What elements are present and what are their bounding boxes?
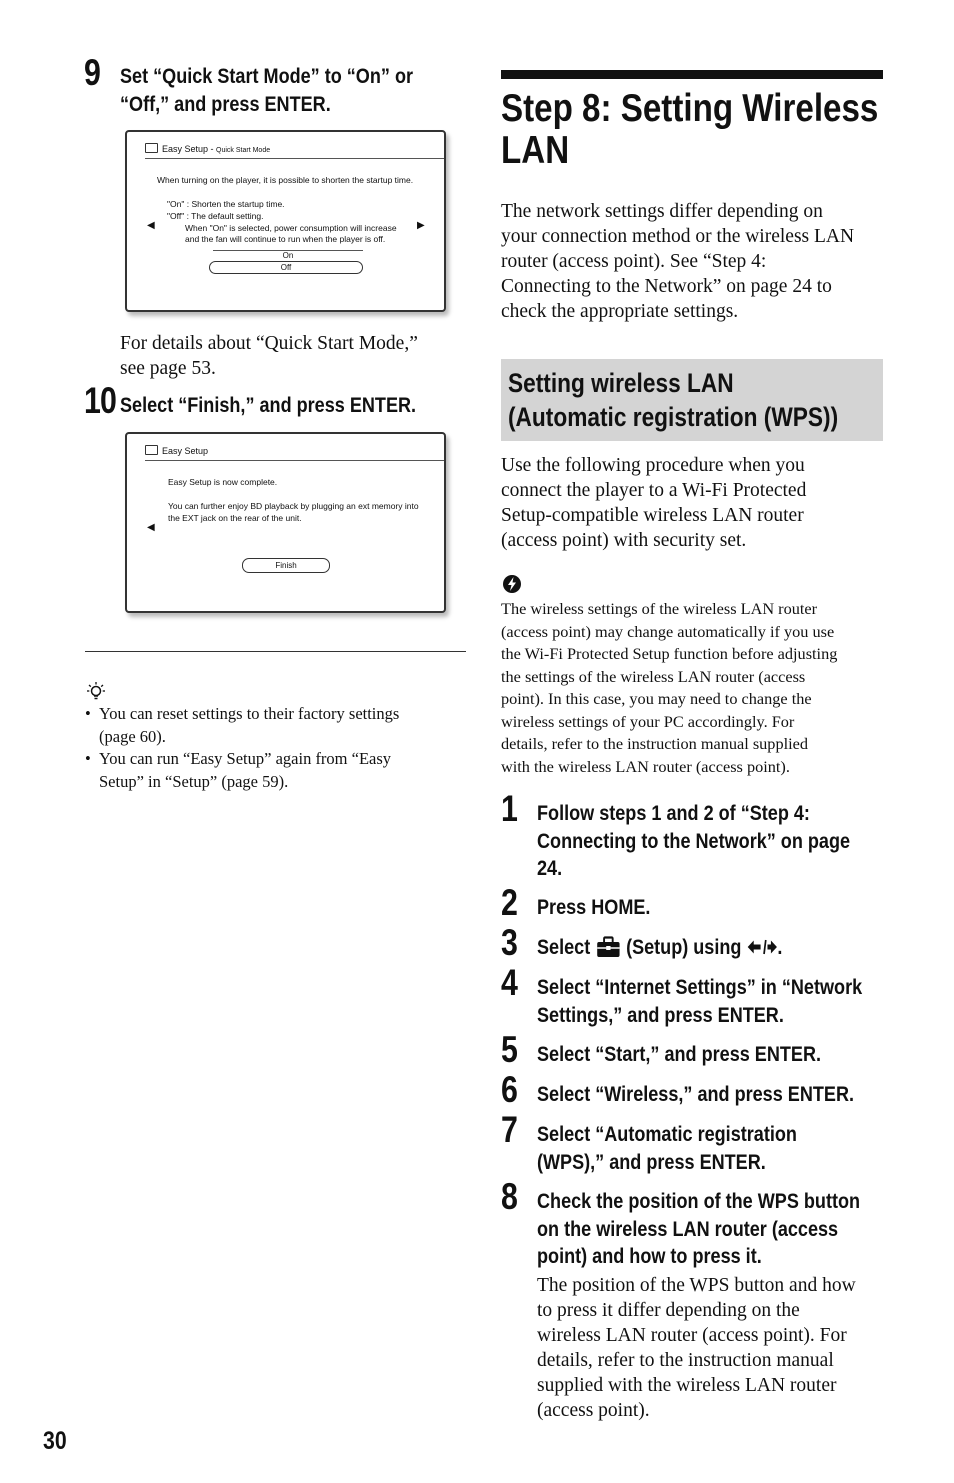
step-8-detail: The position of the WPS button and how to press it differ depending on the wireless LAN router (access point). For details, refer to the instruction manual supplied with the wireless LAN router (access point). (537, 1275, 856, 1421)
option-on[interactable]: On (213, 250, 363, 261)
step-7-number: 7 (501, 1109, 518, 1150)
screen-line: and the fan will continue to run when the player is off. (185, 234, 386, 244)
screen-line: "Off" : The default setting. (167, 211, 264, 221)
screen-line: the EXT jack on the rear of the unit. (168, 513, 302, 523)
step-1-number: 1 (501, 788, 518, 829)
tip-item: • You can reset settings to their factory settings (page 60). (85, 704, 400, 746)
step-2-number: 2 (501, 882, 518, 923)
setup-icon (145, 143, 158, 153)
tip-lightbulb-icon (86, 681, 106, 703)
procedure-intro: Use the following procedure when you connect the player to a Wi-Fi Protected Setup-compatible wireless LAN router (access point) with security set. (501, 455, 807, 551)
easy-setup-complete-screen (125, 432, 446, 613)
step-8-text: Check the position of the WPS button on the wireless LAN router (access point) and how to press it. (537, 1190, 861, 1268)
title-rule (501, 70, 883, 79)
screen-header: Easy Setup (145, 444, 444, 461)
quick-start-note: For details about “Quick Start Mode,” see page 53. (120, 333, 418, 379)
step-3-text: Select (Setup) using . (537, 936, 783, 959)
step-6-number: 6 (501, 1069, 518, 1110)
setup-icon (145, 445, 158, 455)
screen-line: When "On" is selected, power consumption will increase (185, 223, 397, 233)
screen-line: When turning on the player, it is possible to shorten the startup time. (157, 175, 414, 185)
step-4-number: 4 (501, 962, 518, 1003)
step-5-text: Select “Start,” and press ENTER. (537, 1043, 822, 1066)
page-title: Step 8: Setting Wireless LAN (501, 87, 879, 172)
left-right-arrow-icon (746, 938, 777, 956)
left-arrow-icon[interactable]: ◀ (147, 220, 155, 231)
right-arrow-icon[interactable]: ▶ (417, 220, 425, 231)
left-arrow-icon[interactable]: ◀ (147, 522, 155, 533)
finish-button[interactable]: Finish (242, 558, 330, 573)
step-3-number: 3 (501, 922, 518, 963)
section-heading: Setting wireless LAN (Automatic registration (WPS)) (508, 368, 839, 432)
screen-header: Easy Setup - Quick Start Mode (145, 142, 444, 159)
step-9-number: 9 (84, 52, 101, 93)
step-4-text: Select “Internet Settings” in “Network Settings,” and press ENTER. (537, 976, 863, 1027)
note-icon (502, 574, 522, 594)
step-1-text: Follow steps 1 and 2 of “Step 4: Connecting to the Network” on page 24. (537, 802, 851, 880)
step-10-text: Select “Finish,” and press ENTER. (120, 394, 417, 417)
step-2-text: Press HOME. (537, 896, 651, 919)
step-8-number: 8 (501, 1176, 518, 1217)
quick-start-mode-screen (125, 130, 446, 312)
step-6-text: Select “Wireless,” and press ENTER. (537, 1083, 855, 1106)
screen-line: Easy Setup is now complete. (168, 477, 278, 487)
toolbox-setup-icon (595, 936, 621, 958)
step-7-text: Select “Automatic registration (WPS),” and press ENTER. (537, 1123, 797, 1174)
option-off[interactable]: Off (209, 261, 363, 274)
step-9-text: Set “Quick Start Mode” to “On” or “Off,” and press ENTER. (120, 65, 414, 116)
page-number: 30 (43, 1427, 67, 1455)
screen-line: "On" : Shorten the startup time. (167, 199, 285, 209)
tip-item: • You can run “Easy Setup” again from “Easy Setup” in “Setup” (page 59). (85, 749, 392, 791)
intro-paragraph: The network settings differ depending on your connection method or the wireless LAN router (access point). See “Step 4: Connecting to the Network” on page 24 to check the appropriate settings. (501, 201, 855, 322)
step-5-number: 5 (501, 1029, 518, 1070)
screen-line: You can further enjoy BD playback by plugging an ext memory into (168, 501, 419, 511)
divider (85, 651, 466, 652)
note-paragraph: The wireless settings of the wireless LAN router (access point) may change automatically if you use the Wi-Fi Protected Setup function before adjusting the settings of the wireless LAN router (access point). In this case, you may need to change the wireless settings of your PC accordingly. For details, refer to the instruction manual supplied with the wireless LAN router (access point). (501, 599, 838, 776)
step-10-number: 10 (84, 380, 117, 421)
